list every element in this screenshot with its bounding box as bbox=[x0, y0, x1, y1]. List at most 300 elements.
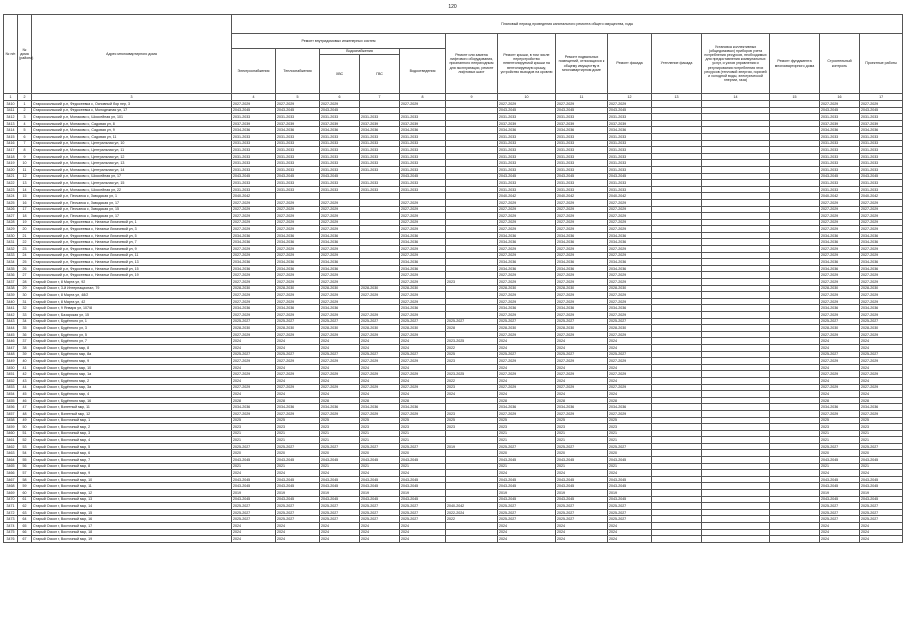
period-cell: 2027-2029 bbox=[556, 206, 608, 213]
period-cell: 2031-2033 bbox=[860, 160, 903, 167]
period-cell bbox=[770, 536, 820, 543]
period-cell: 2021 bbox=[232, 437, 276, 444]
period-cell bbox=[652, 496, 702, 503]
period-cell: 2034-2036 bbox=[498, 404, 556, 411]
period-cell bbox=[702, 503, 770, 510]
period-cell bbox=[702, 199, 770, 206]
period-cell: 2037-2039 bbox=[820, 120, 860, 127]
period-cell: 2025-2027 bbox=[232, 516, 276, 523]
period-cell: 2043-2045 bbox=[320, 483, 360, 490]
period-cell: 2031-2033 bbox=[232, 180, 276, 187]
period-cell bbox=[652, 503, 702, 510]
period-cell bbox=[400, 193, 446, 200]
period-cell bbox=[702, 133, 770, 140]
period-cell: 2027-2029 bbox=[556, 312, 608, 319]
period-cell: 2027-2029 bbox=[276, 199, 320, 206]
address-cell: Старый Оскол г, Восточный мкр, 13 bbox=[32, 496, 232, 503]
period-cell: 2024 bbox=[556, 391, 608, 398]
row-number-cell: 27 bbox=[18, 272, 32, 279]
row-id-cell: 3462 bbox=[4, 443, 18, 450]
period-cell: 2043-2045 bbox=[608, 476, 652, 483]
period-cell: 2028-2030 bbox=[860, 285, 903, 292]
period-cell: 2023 bbox=[498, 424, 556, 431]
period-cell: 2034-2036 bbox=[400, 404, 446, 411]
period-cell bbox=[770, 186, 820, 193]
period-cell: 2024 bbox=[400, 364, 446, 371]
table-row bbox=[4, 358, 903, 365]
period-cell: 2025-2027 bbox=[400, 351, 446, 358]
period-cell: 2031-2033 bbox=[556, 180, 608, 187]
period-cell: 2027-2029 bbox=[608, 252, 652, 259]
period-cell: 2023-2025 bbox=[446, 371, 498, 378]
period-cell: 2031-2033 bbox=[608, 133, 652, 140]
period-cell bbox=[652, 279, 702, 286]
period-cell: 2027-2029 bbox=[276, 298, 320, 305]
period-cell: 2025-2027 bbox=[556, 351, 608, 358]
period-cell: 2025-2027 bbox=[232, 443, 276, 450]
period-cell bbox=[702, 529, 770, 536]
period-cell bbox=[360, 226, 400, 233]
period-cell: 2043-2045 bbox=[276, 457, 320, 464]
period-cell: 2031-2033 bbox=[320, 147, 360, 154]
row-number-cell: 41 bbox=[18, 364, 32, 371]
period-cell: 2034-2036 bbox=[498, 305, 556, 312]
address-cell: Старый Оскол г, Восточный мкр, 9 bbox=[32, 470, 232, 477]
period-cell: 2025-2027 bbox=[232, 503, 276, 510]
period-cell bbox=[702, 463, 770, 470]
period-cell: 2025-2027 bbox=[556, 503, 608, 510]
period-cell: 2024 bbox=[860, 377, 903, 384]
period-cell: 2034-2036 bbox=[556, 305, 608, 312]
period-cell: 2028-2030 bbox=[360, 325, 400, 332]
row-number-cell: 3 bbox=[18, 114, 32, 121]
period-cell bbox=[446, 120, 498, 127]
period-cell: 2027-2029 bbox=[608, 199, 652, 206]
address-cell: Старооскольский р-н, Монаково с, Шоссейная ул, 101 bbox=[32, 114, 232, 121]
period-cell: 2027-2029 bbox=[360, 410, 400, 417]
period-cell: 2037-2039 bbox=[232, 120, 276, 127]
period-cell: 2025-2027 bbox=[276, 351, 320, 358]
period-cell: 2024 bbox=[320, 536, 360, 543]
period-cell: 2031-2033 bbox=[608, 166, 652, 173]
address-cell: Старый Оскол г, Будённого мкр, 10 bbox=[32, 364, 232, 371]
period-cell bbox=[446, 305, 498, 312]
period-cell: 2024 bbox=[232, 377, 276, 384]
period-cell: 2027-2029 bbox=[320, 101, 360, 108]
period-cell: 2024 bbox=[400, 523, 446, 530]
period-cell: 2025-2027 bbox=[860, 318, 903, 325]
row-number-cell: 30 bbox=[18, 292, 32, 299]
period-cell: 2025-2027 bbox=[498, 318, 556, 325]
table-row bbox=[4, 344, 903, 351]
table-row bbox=[4, 166, 903, 173]
period-cell: 2043-2045 bbox=[320, 173, 360, 180]
period-cell: 2043-2045 bbox=[556, 173, 608, 180]
period-cell: 2021 bbox=[276, 463, 320, 470]
period-cell bbox=[702, 371, 770, 378]
period-cell: 2043-2045 bbox=[232, 107, 276, 114]
period-cell bbox=[702, 147, 770, 154]
period-cell bbox=[446, 193, 498, 200]
period-cell: 2024 bbox=[498, 470, 556, 477]
period-cell: 2037-2039 bbox=[400, 120, 446, 127]
period-cell bbox=[770, 430, 820, 437]
column-number: 11 bbox=[556, 94, 608, 101]
row-id-cell: 3427 bbox=[4, 213, 18, 220]
address-cell: Старый Оскол г, Будённого ул, 1 bbox=[32, 318, 232, 325]
period-cell bbox=[702, 160, 770, 167]
period-cell: 2024 bbox=[556, 338, 608, 345]
period-cell: 2043-2045 bbox=[820, 457, 860, 464]
period-cell bbox=[446, 470, 498, 477]
period-cell: 2027-2029 bbox=[556, 272, 608, 279]
table-row bbox=[4, 140, 903, 147]
period-cell: 2040-2042 bbox=[446, 503, 498, 510]
table-row bbox=[4, 318, 903, 325]
row-id-cell: 3459 bbox=[4, 424, 18, 431]
period-cell: 2034-2036 bbox=[276, 127, 320, 134]
period-cell bbox=[652, 338, 702, 345]
period-cell: 2034-2036 bbox=[608, 259, 652, 266]
period-cell bbox=[770, 153, 820, 160]
period-cell bbox=[770, 463, 820, 470]
period-cell: 2028 bbox=[276, 397, 320, 404]
period-cell: 2040-2042 bbox=[860, 193, 903, 200]
row-number-cell: 53 bbox=[18, 443, 32, 450]
row-number-cell: 29 bbox=[18, 285, 32, 292]
row-id-cell: 3471 bbox=[4, 503, 18, 510]
row-id-cell: 3437 bbox=[4, 279, 18, 286]
period-cell: 2031-2033 bbox=[556, 133, 608, 140]
period-cell: 2031-2033 bbox=[860, 153, 903, 160]
period-cell: 2020 bbox=[820, 450, 860, 457]
header-drainage: Водоотведения bbox=[400, 49, 446, 94]
address-cell: Старый Оскол г, 9 Января ул, 107/8 bbox=[32, 305, 232, 312]
period-cell: 2031-2033 bbox=[400, 153, 446, 160]
period-cell: 2024 bbox=[860, 391, 903, 398]
period-cell: 2027-2029 bbox=[556, 371, 608, 378]
period-cell bbox=[702, 259, 770, 266]
period-cell bbox=[770, 173, 820, 180]
period-cell: 2024 bbox=[360, 536, 400, 543]
period-cell: 2031-2033 bbox=[556, 166, 608, 173]
column-number: 14 bbox=[702, 94, 770, 101]
period-cell: 2034-2036 bbox=[608, 239, 652, 246]
address-cell: Старый Оскол г, Восточный мкр, 1 bbox=[32, 417, 232, 424]
address-cell: Старый Оскол г, Восточный мкр, 16 bbox=[32, 516, 232, 523]
period-cell: 2031-2033 bbox=[820, 160, 860, 167]
period-cell bbox=[652, 443, 702, 450]
row-id-cell: 3454 bbox=[4, 391, 18, 398]
period-cell: 2043-2045 bbox=[608, 173, 652, 180]
period-cell bbox=[702, 285, 770, 292]
period-cell bbox=[652, 536, 702, 543]
period-cell bbox=[446, 219, 498, 226]
period-cell: 2027-2029 bbox=[820, 384, 860, 391]
repair-schedule-table bbox=[3, 14, 903, 543]
row-number-cell: 19 bbox=[18, 219, 32, 226]
period-cell: 2031-2033 bbox=[860, 186, 903, 193]
period-cell: 2034-2036 bbox=[608, 232, 652, 239]
period-cell bbox=[652, 199, 702, 206]
period-cell: 2027-2029 bbox=[820, 101, 860, 108]
period-cell: 2034-2036 bbox=[820, 239, 860, 246]
period-cell: 2040-2042 bbox=[232, 193, 276, 200]
row-id-cell: 3453 bbox=[4, 384, 18, 391]
period-cell bbox=[446, 153, 498, 160]
period-cell bbox=[360, 246, 400, 253]
period-cell: 2028-2030 bbox=[860, 325, 903, 332]
period-cell: 2027-2029 bbox=[556, 252, 608, 259]
period-cell bbox=[446, 536, 498, 543]
period-cell bbox=[276, 193, 320, 200]
period-cell bbox=[652, 219, 702, 226]
period-cell bbox=[702, 490, 770, 497]
period-cell bbox=[702, 101, 770, 108]
period-cell: 2027-2029 bbox=[556, 199, 608, 206]
period-cell: 2034-2036 bbox=[860, 239, 903, 246]
period-cell: 2019 bbox=[400, 490, 446, 497]
period-cell: 2031-2033 bbox=[608, 180, 652, 187]
period-cell: 2043-2045 bbox=[820, 173, 860, 180]
period-cell bbox=[652, 133, 702, 140]
row-number-cell: 45 bbox=[18, 391, 32, 398]
address-cell: Старый Оскол г, 8 Марта ул, 48/2 bbox=[32, 292, 232, 299]
period-cell bbox=[652, 417, 702, 424]
period-cell: 2043-2045 bbox=[820, 496, 860, 503]
period-cell: 2024 bbox=[320, 470, 360, 477]
period-cell: 2024 bbox=[400, 344, 446, 351]
period-cell: 2031-2033 bbox=[232, 147, 276, 154]
table-row bbox=[4, 430, 903, 437]
address-cell: Старый Оскол г, Будённого ул, 3 bbox=[32, 325, 232, 332]
row-number-cell: 52 bbox=[18, 437, 32, 444]
row-id-cell: 3474 bbox=[4, 523, 18, 530]
period-cell: 2031-2033 bbox=[232, 166, 276, 173]
period-cell: 2021 bbox=[400, 463, 446, 470]
period-cell bbox=[702, 232, 770, 239]
table-row bbox=[4, 503, 903, 510]
period-cell: 2027-2029 bbox=[400, 331, 446, 338]
period-cell bbox=[702, 180, 770, 187]
period-cell: 2024 bbox=[608, 529, 652, 536]
period-cell: 2027-2029 bbox=[360, 331, 400, 338]
period-cell: 2031-2033 bbox=[320, 186, 360, 193]
period-cell: 2023 bbox=[232, 424, 276, 431]
period-cell: 2037-2039 bbox=[860, 120, 903, 127]
period-cell bbox=[446, 173, 498, 180]
row-number-cell: 26 bbox=[18, 265, 32, 272]
period-cell: 2020 bbox=[556, 450, 608, 457]
period-cell: 2024 bbox=[860, 344, 903, 351]
period-cell: 2025-2027 bbox=[446, 318, 498, 325]
column-number: 10 bbox=[498, 94, 556, 101]
row-id-cell: 3467 bbox=[4, 476, 18, 483]
period-cell bbox=[446, 127, 498, 134]
address-cell: Старый Оскол г, Восточный мкр, 2 bbox=[32, 424, 232, 431]
period-cell bbox=[702, 516, 770, 523]
period-cell: 2043-2045 bbox=[360, 483, 400, 490]
row-number-cell: 12 bbox=[18, 173, 32, 180]
period-cell: 2024 bbox=[556, 470, 608, 477]
period-cell: 2025-2027 bbox=[400, 503, 446, 510]
period-cell bbox=[652, 107, 702, 114]
period-cell: 2024 bbox=[360, 338, 400, 345]
period-cell: 2031-2033 bbox=[232, 160, 276, 167]
period-cell bbox=[652, 213, 702, 220]
period-cell: 2034-2036 bbox=[320, 127, 360, 134]
header-period: Плановый период проведения капитального ремонта общего имущества, годы bbox=[232, 15, 903, 34]
row-number-cell: 1 bbox=[18, 101, 32, 108]
period-cell bbox=[446, 166, 498, 173]
row-id-cell: 3421 bbox=[4, 173, 18, 180]
period-cell bbox=[652, 186, 702, 193]
period-cell: 2024 bbox=[232, 523, 276, 530]
address-cell: Старый Оскол г, Восточный мкр, 14 bbox=[32, 503, 232, 510]
period-cell: 2034-2036 bbox=[608, 127, 652, 134]
table-row bbox=[4, 312, 903, 319]
period-cell bbox=[702, 239, 770, 246]
address-cell: Старый Оскол г, Будённого мкр, 16 bbox=[32, 397, 232, 404]
table-row bbox=[4, 305, 903, 312]
period-cell bbox=[446, 463, 498, 470]
period-cell bbox=[770, 437, 820, 444]
period-cell bbox=[770, 232, 820, 239]
period-cell bbox=[652, 424, 702, 431]
period-cell: 2024 bbox=[320, 391, 360, 398]
row-number-cell: 7 bbox=[18, 140, 32, 147]
period-cell: 2025-2027 bbox=[498, 503, 556, 510]
period-cell bbox=[446, 186, 498, 193]
period-cell: 2021 bbox=[360, 430, 400, 437]
period-cell bbox=[770, 490, 820, 497]
period-cell bbox=[770, 509, 820, 516]
period-cell: 2025-2027 bbox=[360, 503, 400, 510]
address-cell: Старый Оскол г, Восточный мкр, 17 bbox=[32, 523, 232, 530]
period-cell: 2034-2036 bbox=[276, 259, 320, 266]
period-cell: 2025-2027 bbox=[276, 509, 320, 516]
period-cell bbox=[446, 404, 498, 411]
period-cell: 2034-2036 bbox=[320, 232, 360, 239]
row-id-cell: 3465 bbox=[4, 463, 18, 470]
period-cell: 2027-2029 bbox=[820, 219, 860, 226]
period-cell: 2024 bbox=[320, 377, 360, 384]
address-cell: Старый Оскол г, 3-й Интернационал, 79 bbox=[32, 285, 232, 292]
period-cell bbox=[652, 351, 702, 358]
period-cell bbox=[652, 344, 702, 351]
period-cell: 2031-2033 bbox=[360, 133, 400, 140]
period-cell bbox=[652, 298, 702, 305]
row-id-cell: 3412 bbox=[4, 114, 18, 121]
period-cell: 2024 bbox=[860, 536, 903, 543]
period-cell: 2024 bbox=[400, 536, 446, 543]
period-cell bbox=[770, 206, 820, 213]
period-cell: 2034-2036 bbox=[860, 127, 903, 134]
row-id-cell: 3439 bbox=[4, 292, 18, 299]
period-cell: 2043-2045 bbox=[820, 483, 860, 490]
period-cell: 2025-2027 bbox=[498, 351, 556, 358]
period-cell bbox=[702, 173, 770, 180]
period-cell: 2023 bbox=[446, 279, 498, 286]
period-cell: 2027-2029 bbox=[608, 292, 652, 299]
period-cell: 2020 bbox=[498, 450, 556, 457]
period-cell: 2027-2029 bbox=[556, 384, 608, 391]
period-cell: 2023 bbox=[276, 424, 320, 431]
period-cell: 2027-2029 bbox=[400, 226, 446, 233]
period-cell: 2027-2029 bbox=[820, 410, 860, 417]
table-row bbox=[4, 437, 903, 444]
period-cell: 2037-2039 bbox=[320, 120, 360, 127]
period-cell bbox=[770, 213, 820, 220]
row-number-cell: 46 bbox=[18, 397, 32, 404]
period-cell: 2031-2033 bbox=[556, 153, 608, 160]
table-row bbox=[4, 272, 903, 279]
period-cell: 2027-2029 bbox=[232, 219, 276, 226]
period-cell: 2043-2045 bbox=[860, 483, 903, 490]
period-cell: 2027-2029 bbox=[276, 358, 320, 365]
period-cell: 2023-2025 bbox=[446, 338, 498, 345]
period-cell bbox=[702, 312, 770, 319]
period-cell bbox=[360, 107, 400, 114]
period-cell: 2027-2029 bbox=[276, 206, 320, 213]
row-id-cell: 3410 bbox=[4, 101, 18, 108]
row-id-cell: 3458 bbox=[4, 417, 18, 424]
period-cell: 2025 bbox=[446, 351, 498, 358]
period-cell bbox=[652, 120, 702, 127]
period-cell bbox=[702, 325, 770, 332]
period-cell bbox=[770, 364, 820, 371]
period-cell: 2027-2029 bbox=[320, 279, 360, 286]
period-cell: 2027-2029 bbox=[820, 279, 860, 286]
row-id-cell: 3434 bbox=[4, 259, 18, 266]
period-cell: 2027-2029 bbox=[400, 219, 446, 226]
period-cell: 2027-2029 bbox=[556, 410, 608, 417]
period-cell bbox=[446, 529, 498, 536]
period-cell: 2025-2027 bbox=[276, 516, 320, 523]
period-cell: 2024 bbox=[820, 364, 860, 371]
period-cell: 2025 bbox=[820, 417, 860, 424]
period-cell: 2027-2029 bbox=[232, 358, 276, 365]
period-cell bbox=[770, 516, 820, 523]
row-id-cell: 3470 bbox=[4, 496, 18, 503]
row-number-cell: 37 bbox=[18, 338, 32, 345]
period-cell: 2027-2029 bbox=[232, 226, 276, 233]
address-cell: Старооскольский р-н, Песчанка с, Заводская ул, 15 bbox=[32, 206, 232, 213]
period-cell: 2027-2029 bbox=[400, 279, 446, 286]
period-cell: 2034-2036 bbox=[320, 259, 360, 266]
period-cell bbox=[446, 180, 498, 187]
period-cell bbox=[446, 490, 498, 497]
period-cell: 2027-2029 bbox=[232, 312, 276, 319]
period-cell: 2027-2029 bbox=[320, 246, 360, 253]
period-cell: 2024 bbox=[498, 344, 556, 351]
period-cell bbox=[702, 279, 770, 286]
row-id-cell: 3460 bbox=[4, 430, 18, 437]
period-cell: 2043-2045 bbox=[556, 496, 608, 503]
period-cell: 2034-2036 bbox=[556, 404, 608, 411]
period-cell: 2034-2036 bbox=[276, 404, 320, 411]
period-cell: 2025-2027 bbox=[320, 443, 360, 450]
period-cell: 2034-2036 bbox=[556, 239, 608, 246]
period-cell: 2027-2029 bbox=[232, 292, 276, 299]
period-cell bbox=[652, 358, 702, 365]
period-cell: 2027-2029 bbox=[608, 101, 652, 108]
table-row bbox=[4, 265, 903, 272]
period-cell: 2025 bbox=[860, 417, 903, 424]
period-cell: 2031-2033 bbox=[360, 153, 400, 160]
address-cell: Старый Оскол г, Будённого мкр, 8а bbox=[32, 351, 232, 358]
period-cell: 2031-2033 bbox=[498, 186, 556, 193]
